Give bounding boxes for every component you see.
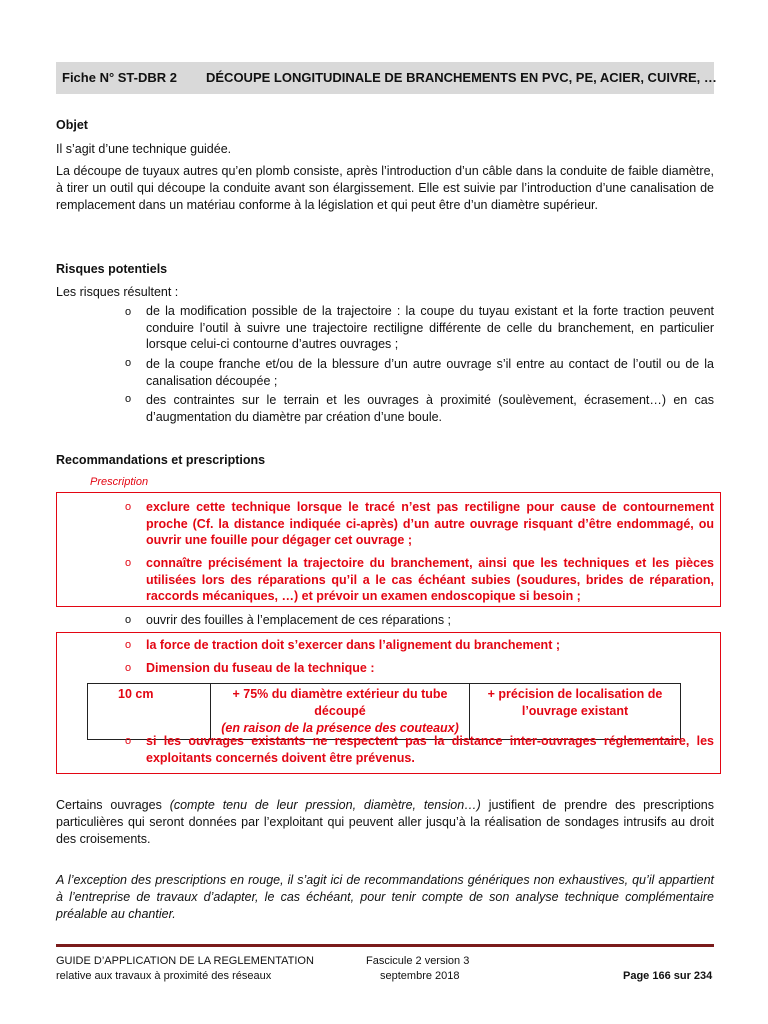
table-cell: 10 cm — [88, 684, 211, 740]
prescription-label: Prescription — [90, 476, 149, 488]
footer-guide-title: GUIDE D’APPLICATION DE LA REGLEMENTATION — [56, 955, 314, 967]
prescription-item-2: connaître précisément la trajectoire du branchement, ainsi que les techniques et les pièces utilisées lors des réparations qu’il a le cas échéant subies (soudures, brides de réparation, raccords mécaniques, …) et prévoir un examen endoscopique si besoin ; — [146, 556, 714, 603]
bullet-icon: o — [125, 557, 132, 569]
reco-heading: Recommandations et prescriptions — [56, 453, 266, 467]
fuseau-table — [87, 683, 681, 740]
footer-fascicule: Fascicule 2 version 3 — [366, 955, 470, 967]
risque-item-3: des contraintes sur le terrain et les ouvrages à proximité (soulèvement, écrasement…) en cas d’augmentation du diamètre par création d’une boule. — [146, 393, 714, 424]
bullet-icon: o — [125, 501, 132, 513]
table-cell: + précision de localisation de l’ouvrage existant — [470, 684, 681, 740]
reco-item-fouilles: ouvrir des fouilles à l’emplacement de ces réparations ; — [146, 613, 452, 627]
risque-item-2: de la coupe franche et/ou de la blessure d’un autre ouvrage s’il entre au contact de l’outil ou de la canalisation découpée ; — [146, 357, 714, 388]
bullet-icon: o — [125, 614, 132, 626]
table-row — [88, 684, 681, 740]
note-paragraph: A l’exception des prescriptions en rouge, il s’agit ici de recommandations génériques non exhaustives, qu’il appartient à l’entreprise de travaux d’adapter, le cas échéant, pour tenir compte de son analyse technique complémentaire préalable au chantier. — [56, 873, 714, 921]
objet-paragraph: La découpe de tuyaux autres qu’en plomb consiste, après l’introduction d’un câble dans la conduite de faible diamètre, à tirer un outil qui découpe la conduite avant son élargissement. Elle est suivie par l’introduction d’une canalisation de remplacement dans un matériau conforme à la législation et qui peut être d’un diamètre supérieur. — [56, 164, 714, 212]
risques-intro: Les risques résultent : — [56, 285, 179, 299]
risques-heading: Risques potentiels — [56, 262, 168, 276]
footer-divider — [56, 944, 714, 947]
objet-line: Il s’agit d’une technique guidée. — [56, 142, 232, 156]
prescription-item-1: exclure cette technique lorsque le tracé n’est pas rectiligne pour cause de contournement proche (Cf. la distance indiquée ci-après) d’un autre ouvrage risquant d’être endommagé, ou ouvrir une fouille pour dégager cet ouvrage ; — [146, 500, 714, 547]
bullet-icon: o — [125, 639, 132, 651]
footer-date: septembre 2018 — [380, 970, 460, 982]
certains-paragraph: Certains ouvrages (compte tenu de leur pression, diamètre, tension…) justifient de prendre des prescriptions particulières qui seront données par l’exploitant qui peuvent aller jusqu’à la réalisation de sondages intrusifs au droit des croisements. — [56, 798, 714, 846]
footer-guide-subtitle: relative aux travaux à proximité des réseaux — [56, 970, 272, 982]
prescription-item-dimension: Dimension du fuseau de la technique : — [146, 661, 375, 675]
bullet-icon: o — [125, 735, 132, 747]
table-cell: + 75% du diamètre extérieur du tube découpé (en raison de la présence des couteaux) — [211, 684, 470, 740]
bullet-icon: o — [125, 306, 132, 318]
fiche-number: Fiche N° ST-DBR 2 — [62, 70, 177, 85]
risque-item-1: de la modification possible de la trajectoire : la coupe du tuyau existant et la forte traction peuvent conduire l’outil à suivre une trajectoire rectiligne différente de celle du branchement, en particulier lorsque celui-ci contourne d’autres ouvrages ; — [146, 304, 714, 351]
fiche-title: DÉCOUPE LONGITUDINALE DE BRANCHEMENTS EN PVC, PE, ACIER, CUIVRE, … — [206, 70, 717, 85]
bullet-icon: o — [125, 662, 132, 674]
page-number: Page 166 sur 234 — [623, 970, 713, 982]
bullet-icon: o — [125, 393, 132, 405]
objet-heading: Objet — [56, 118, 88, 132]
prescription-item-distance: si les ouvrages existants ne respectent pas la distance inter-ouvrages réglementaire, les exploitants concernés doivent être prévenus. — [146, 734, 714, 765]
bullet-icon: o — [125, 357, 132, 369]
prescription-item-traction: la force de traction doit s’exercer dans l’alignement du branchement ; — [146, 638, 560, 652]
